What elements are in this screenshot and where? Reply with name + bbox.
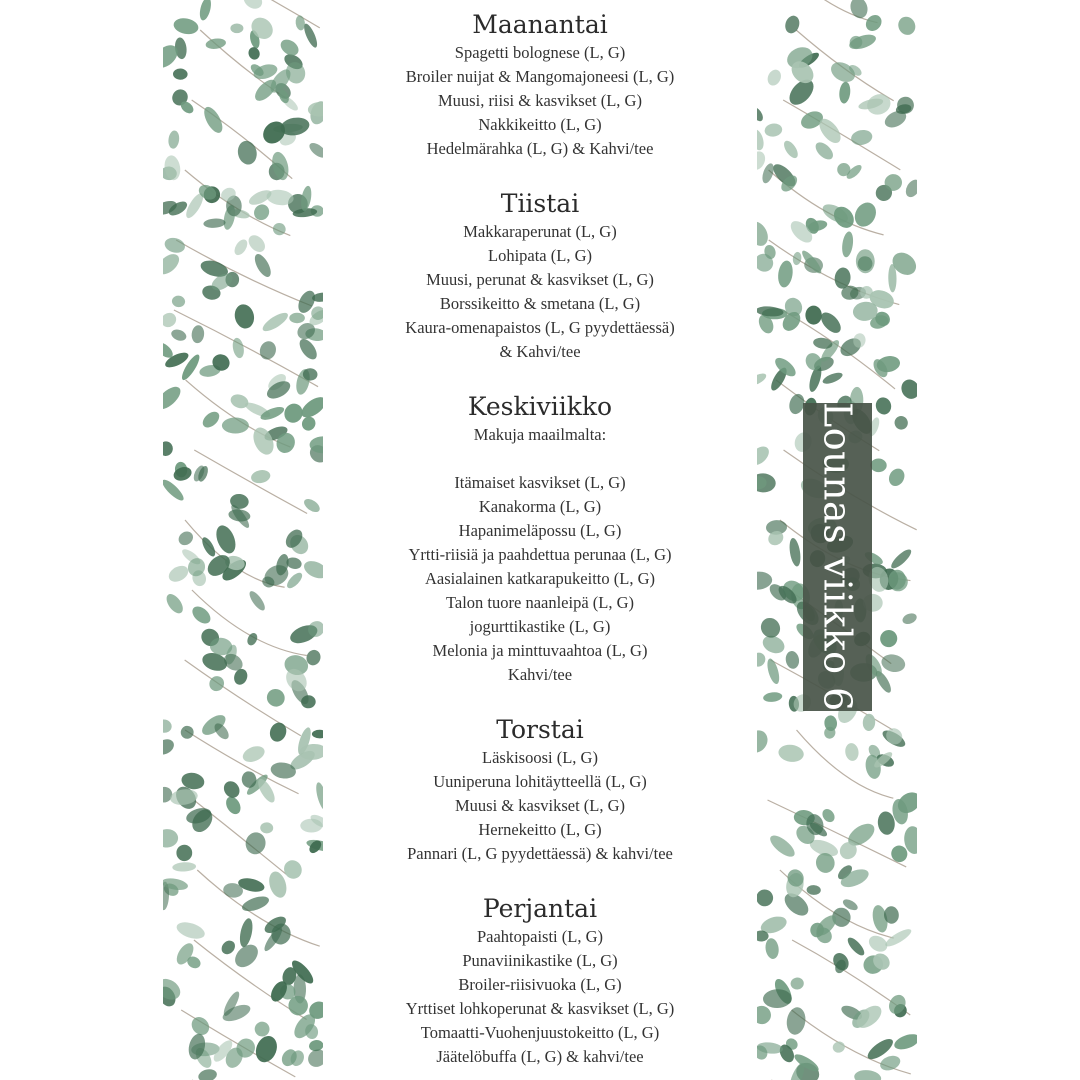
day-torstai	[323, 714, 757, 866]
leaf	[889, 547, 914, 571]
menu-item: Muusi & kasvikset (L, G)	[454, 796, 626, 815]
menu-item: Aasialainen katkarapukeitto (L, G)	[425, 569, 655, 588]
leaf	[260, 310, 290, 335]
leaf	[170, 327, 188, 342]
leaf	[757, 614, 784, 641]
leaf	[176, 529, 196, 548]
leaf	[240, 0, 265, 12]
menu-item: Kahvi/tee	[507, 665, 573, 684]
leaf	[205, 37, 227, 50]
menu-item: Paahtopaisti (L, G)	[476, 927, 603, 946]
leaf	[236, 139, 259, 166]
menu-item: Spagetti bolognese (L, G)	[454, 43, 626, 62]
leaf	[874, 396, 893, 417]
leaf	[757, 128, 766, 152]
leaf	[813, 139, 837, 162]
leaf	[295, 15, 306, 31]
day-maanantai	[323, 9, 757, 161]
leaf	[172, 862, 196, 872]
menu-item: Talon tuore naanleipä (L, G)	[445, 593, 635, 612]
leaf	[880, 652, 907, 674]
leaf	[263, 686, 288, 711]
leaf	[765, 68, 783, 88]
menu-item: Pannari (L, G pyydettäessä) & kahvi/tee	[407, 844, 673, 863]
leaf	[308, 102, 323, 118]
leaf	[863, 12, 885, 34]
leaf	[757, 726, 772, 757]
leaf	[163, 236, 187, 255]
leaf	[247, 46, 262, 62]
leaf	[845, 935, 867, 958]
menu-item: Jäätelöbuffa (L, G) & kahvi/tee	[436, 1047, 644, 1066]
leaf	[203, 218, 226, 229]
menu-item: Läskisoosi (L, G)	[482, 748, 598, 767]
menu-item: Broiler nuijat & Mangomajoneesi (L, G)	[405, 67, 675, 86]
leaf	[841, 231, 855, 258]
leaf	[757, 650, 768, 669]
leaf	[767, 832, 798, 861]
leaf	[892, 414, 910, 432]
leaf	[785, 1006, 807, 1036]
leaf	[784, 650, 800, 670]
leaf	[238, 917, 255, 948]
day-title: Maanantai	[472, 10, 608, 39]
leaf	[221, 778, 243, 801]
leaf	[892, 1031, 917, 1052]
menu-item: & Kahvi/tee	[499, 342, 581, 361]
leaf	[191, 325, 205, 344]
title-banner	[803, 403, 872, 711]
leaf	[232, 237, 250, 257]
day-title: Torstai	[496, 715, 584, 744]
leaf	[757, 105, 765, 123]
leaf	[877, 627, 901, 651]
leaf	[821, 370, 844, 386]
leaf	[175, 919, 207, 942]
leaf	[764, 937, 780, 959]
leaf	[267, 720, 289, 744]
menu-item: Muusi, riisi & kasvikset (L, G)	[438, 91, 642, 110]
day-title: Perjantai	[482, 894, 598, 923]
leaf	[898, 376, 917, 401]
leaf	[830, 950, 852, 973]
day-title: Tiistai	[500, 189, 580, 218]
leaf	[176, 844, 192, 861]
leaf	[862, 713, 876, 731]
leaf	[903, 177, 917, 199]
leaf	[828, 58, 859, 86]
leaf	[764, 122, 783, 137]
leaf	[281, 401, 306, 426]
menu-item: Hapanimeläpossu (L, G)	[458, 521, 622, 540]
leaf	[307, 140, 323, 160]
leaf	[163, 718, 173, 734]
eucalyptus-border-left	[163, 0, 323, 1080]
menu-item: jogurttikastike (L, G)	[469, 617, 611, 636]
leaf	[240, 743, 266, 765]
menu-item: Melonia ja minttuvaahtoa (L, G)	[432, 641, 648, 660]
leaf	[870, 458, 887, 472]
leaf	[232, 302, 256, 330]
leaf	[854, 1069, 882, 1080]
leaf	[220, 1001, 252, 1024]
leaf	[163, 440, 174, 457]
day-perjantai	[323, 893, 757, 1069]
leaf	[163, 736, 177, 757]
leaf	[253, 1020, 271, 1038]
menu-item: Yrtti-riisiä ja paahdettua perunaa (L, G)	[408, 545, 672, 564]
leaf	[200, 409, 222, 431]
leaf	[848, 0, 870, 20]
leaf	[289, 313, 305, 323]
menu-item: Yrttiset lohkoperunat & kasvikset (L, G)	[405, 999, 675, 1018]
leaf	[163, 250, 183, 278]
leaf	[781, 138, 800, 160]
leaf	[838, 81, 851, 104]
menu-item: Kanakorma (L, G)	[478, 497, 602, 516]
leaf	[790, 977, 805, 991]
menu-item: Hernekeitto (L, G)	[478, 820, 602, 839]
stem	[194, 450, 307, 513]
menu-item: Nakkikeitto (L, G)	[478, 115, 602, 134]
leaf	[806, 885, 821, 896]
leaf	[230, 24, 243, 34]
leaf	[222, 418, 249, 434]
leaf	[172, 16, 199, 36]
leaf	[163, 477, 186, 503]
leaf	[757, 888, 775, 908]
leaf	[314, 781, 323, 811]
menu-item: Makkaraperunat (L, G)	[463, 222, 617, 241]
leaf	[167, 130, 180, 149]
day-title: Keskiviikko	[467, 392, 613, 421]
leaf	[163, 383, 184, 413]
leaf	[206, 673, 227, 694]
leaf	[240, 894, 271, 915]
leaf	[901, 611, 917, 626]
leaf	[251, 202, 272, 223]
day-keskiviikko	[323, 391, 757, 687]
leaf	[312, 730, 323, 739]
leaf	[163, 310, 179, 330]
eucalyptus-leaves-illustration	[163, 0, 323, 1080]
menu-item	[323, 447, 757, 471]
leaf	[166, 563, 191, 585]
menu-item: Tomaatti-Vuohenjuustokeitto (L, G)	[420, 1023, 660, 1042]
leaf	[163, 828, 179, 848]
leaf	[886, 466, 907, 489]
leaf	[776, 260, 794, 289]
leaf	[757, 371, 768, 388]
leaf	[173, 68, 188, 80]
weekly-menu	[323, 0, 757, 1080]
leaf	[244, 831, 268, 856]
leaf	[247, 589, 268, 613]
leaf	[788, 537, 802, 567]
leaf	[198, 0, 213, 22]
day-tiistai	[323, 188, 757, 364]
menu-item: Uuniperuna lohitäytteellä (L, G)	[433, 772, 647, 791]
leaf	[245, 232, 268, 255]
leaf	[757, 443, 772, 469]
leaf	[250, 468, 271, 484]
menu-item: Borssikeitto & smetana (L, G)	[439, 294, 641, 313]
leaf	[765, 657, 782, 685]
leaf	[255, 776, 278, 804]
leaf	[271, 221, 287, 237]
menu-item: Itämaiset kasvikset (L, G)	[454, 473, 626, 492]
menu-title: Lounas viikko 6	[815, 402, 860, 712]
leaf	[777, 743, 805, 763]
menu-item: Kaura-omenapaistos (L, G pyydettäessä)	[405, 318, 675, 337]
leaf	[844, 742, 860, 761]
leaf	[831, 1040, 846, 1054]
menu-item: Muusi, perunat & kasvikset (L, G)	[426, 270, 654, 289]
menu-item: Makuja maailmalta:	[473, 425, 607, 444]
leaf	[883, 926, 913, 949]
menu-item: Punaviinikastike (L, G)	[462, 951, 618, 970]
leaf	[163, 591, 186, 616]
leaf	[172, 465, 194, 483]
leaf	[260, 822, 274, 834]
leaf	[257, 339, 278, 362]
leaf	[792, 251, 802, 265]
leaf	[197, 1068, 218, 1080]
leaf	[895, 14, 917, 38]
leaf	[856, 249, 875, 273]
leaf	[219, 938, 238, 957]
leaf	[178, 723, 196, 741]
leaf	[252, 1033, 280, 1065]
leaf	[757, 218, 772, 249]
leaf	[301, 558, 323, 582]
leaf	[252, 252, 274, 280]
leaf	[171, 295, 186, 308]
menu-item: Hedelmärahka (L, G) & Kahvi/tee	[426, 139, 654, 158]
leaf	[763, 691, 783, 703]
leaf	[805, 306, 821, 325]
leaf	[850, 128, 874, 147]
menu-item: Lohipata (L, G)	[487, 246, 592, 265]
menu-item: Broiler-riisivuoka (L, G)	[458, 975, 622, 994]
leaf	[213, 523, 240, 557]
leaf	[281, 857, 305, 882]
